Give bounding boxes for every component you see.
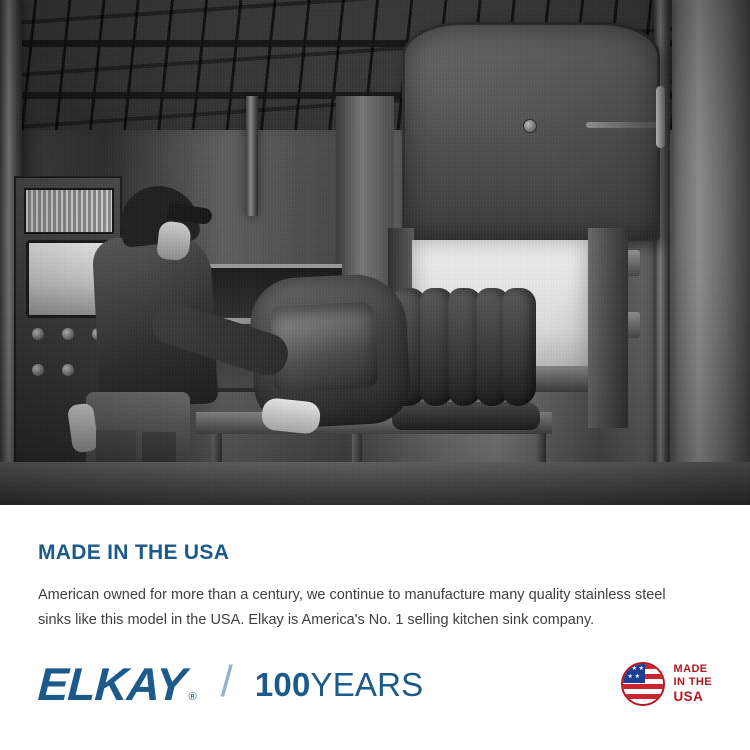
- control-knob: [62, 364, 74, 376]
- registered-trademark-icon: ®: [188, 691, 197, 703]
- page-title: MADE IN THE USA: [38, 541, 230, 564]
- control-knob: [32, 328, 44, 340]
- support-pipe: [246, 96, 258, 216]
- badge-line-2: IN THE: [673, 676, 712, 689]
- elkay-logo-lockup: [36, 657, 424, 710]
- factory-floor: [0, 462, 750, 505]
- body-paragraph: American owned for more than a century, we continue to manufacture many quality stainless steel sinks like this model in the USA. Elkay is America's No. 1 selling kitchen sink company.: [38, 587, 666, 628]
- chart-recorder: [24, 188, 114, 234]
- text-block: [0, 505, 750, 633]
- anniversary-number: 100: [254, 665, 311, 703]
- door-bolt: [523, 119, 537, 133]
- made-in-usa-badge: [621, 662, 712, 706]
- anniversary-word: YEARS: [310, 665, 424, 703]
- furnace-door-icon: [402, 22, 660, 241]
- usa-flag-icon: [621, 662, 665, 706]
- worker-glove: [260, 397, 321, 435]
- flag-canton: [623, 664, 645, 683]
- sink-blank-stack: [502, 288, 536, 406]
- door-handle: [656, 86, 665, 148]
- furnace-frame-right: [588, 228, 628, 428]
- control-knob: [32, 364, 44, 376]
- logo-divider: /: [220, 657, 233, 706]
- badge-line-1: MADE: [673, 663, 708, 676]
- badge-text: [674, 663, 712, 705]
- elkay-wordmark: [36, 658, 197, 710]
- control-knob: [62, 328, 74, 340]
- elkay-logo-text: ELKAY: [36, 658, 187, 710]
- wall-pillar-right: [672, 0, 750, 505]
- anniversary-mark: [254, 665, 424, 703]
- door-linkage-rod: [586, 122, 664, 128]
- steel-sheet: [392, 402, 540, 430]
- badge-line-3: USA: [673, 689, 704, 704]
- footer: [0, 632, 750, 750]
